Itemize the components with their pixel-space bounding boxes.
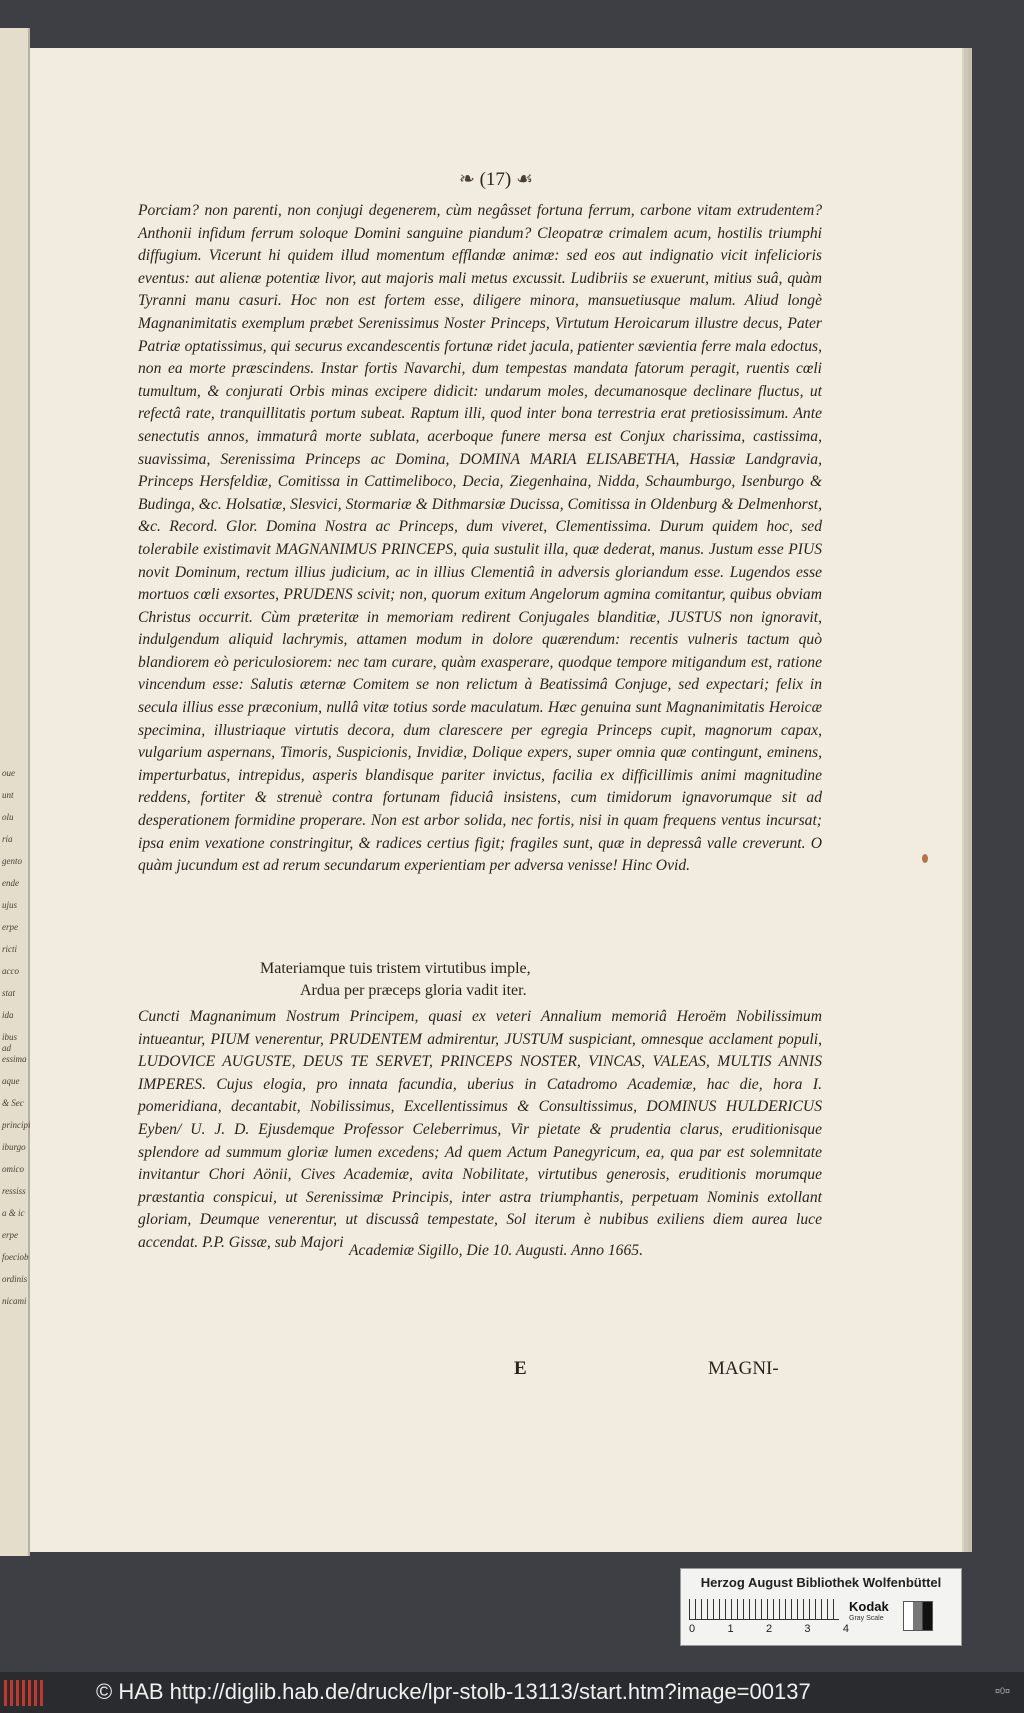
facing-page-fragment: ricti — [2, 944, 17, 954]
facing-page-fragment: erpe — [2, 922, 18, 932]
body-text-2 — [138, 1006, 822, 1255]
facing-page-fragment: essima — [2, 1054, 27, 1064]
ruler-number: 3 — [804, 1623, 811, 1635]
facing-page-edge — [0, 28, 30, 1556]
hab-logo-icon — [4, 1680, 44, 1706]
color-scale-card — [680, 1568, 962, 1646]
facing-page-fragment: ende — [2, 878, 19, 888]
facing-page-fragment: ria — [2, 834, 13, 844]
facing-page-fragment: erpe — [2, 1230, 18, 1240]
facing-page-fragment: gento — [2, 856, 22, 866]
facing-page-fragment: ordinis — [2, 1274, 28, 1284]
facing-page-fragment: & Sec — [2, 1098, 24, 1108]
facing-page-fragment: iburgo — [2, 1142, 26, 1152]
verse-line-1: Materiamque tuis tristem virtutibus imple, — [260, 960, 531, 977]
footer-copyright-link[interactable]: © HAB http://diglib.hab.de/drucke/lpr-stolb-13113/start.htm?image=00137 — [96, 1679, 811, 1704]
signature-mark: E — [514, 1358, 527, 1379]
facing-page-fragment: ujus — [2, 900, 18, 910]
catchword: MAGNI- — [708, 1358, 779, 1379]
ruler-number: 0 — [689, 1623, 696, 1635]
closing-line: Academiæ Sigillo, Die 10. Augusti. Anno 1665. — [349, 1242, 643, 1259]
gray-scale-label: Gray Scale — [849, 1615, 884, 1622]
body-paragraph: Porciam? non parenti, non conjugi degenerem, cùm negâsset fortuna ferrum, carbone vitam extrudentem? Anthonii infidum ferrum soloque Domini sanguine piandum? Cleopatræ crimalem acum, hostilis triumphi diffugium. Vicerunt hi quidem illud momentum efflandæ animæ: sed eos aut indignatio vicit infelicioris eventus: aut alienæ potentiæ livor, aut majoris mali metus excussit. Ludibriis se exuerunt, mitius suâ, quàm Tyranni manu casuri. Hoc non est fortem esse, diligere minora, mansuetiusque malum. Aliud longè Magnanimitatis exemplum præbet Serenissimus Noster Princeps, Virtutum Heroicarum illustre decus, Pater Patriæ optatissimus, qui securus excandescentis fortunæ ridet jacula, patienter sævientia ferre mala edoctus, non ea morte præscindens. Instar fortis Navarchi, dum tempestas mandata fatorum peragit, ruentis cœli tumultum, & conjurati Orbis minas excipere didicit: undarum moles, decumanosque declinare fluctus, ut refectâ rate, tranquillitatis portum subeat. Raptum illi, quod inter bona terrestria erat pretiosissimum. Ante senectutis annos, immaturâ morte sublata, acerboque funere mersa est Conjux charissima, castissima, suavissima, Serenissima Princeps ac Domina, DOMINA MARIA ELISABETHA, Hassiæ Landgravia, Princeps Hersfeldiæ, Comitissa in Cattimeliboco, Decia, Ziegenhaina, Nidda, Schaumburgo, Isenburgo & Budinga, &c. Holsatiæ, Slesvici, Stormariæ & Dithmarsiæ Ducissa, Comitissa in Oldenburg & Delmenhorst, &c. Record. Glor. Domina Nostra ac Princeps, dum viveret, Clementissima. Durum quidem hoc, sed tolerabile existimavit MAGNANIMUS PRINCEPS, quia sustulit illa, quæ dederat, manus. Justum esse PIUS novit Dominum, rectum illius judicium, ac in illius Clementiâ in adversis gloriandum esse. Lugendos esse mortuos cœli exsortes, PRUDENS scivit; non, quorum exitum Angelorum agmina comitantur, quibus obviam Christus occurrit. Cùm præteritæ in memoriam redirent Conjugales blanditiæ, JUSTUS non ignoravit, indulgendum aliquid lachrymis, attamen modum in dolore quærendum: recentis vulneris tactum quò blandiorem eò periculosiorem: nec tam curare, quàm exasperare, quodque tempore mitigandum est, ratione vincendum esse: Salutis æternæ Comitem se non relictum à Beatissimâ Conjuge, sed expectari; felix in secula illius esse præconium, nullâ vitæ totius sorde maculatum. Hæc genuina sunt Magnanimitatis Heroicæ specimina, illustriaque virtutis decora, dum clarescere per egregia Princeps cupit, magnorum capax, vulgarium aspernans, Timoris, Suspicionis, Invidiæ, Dolique expers, super omnia quæ contingunt, eminens, imperturbatus, intrepidus, asperis blandisque pariter invictus, facilia ex difficillimis animi magnitudine reddens, fortiter & strenuè contra fortunam fiduciâ insistens, cum timidorum ignavorumque sit ad desperationem formidine properare. Non est arbor solida, nec fortis, nisi in quam frequens ventus incursat; ipsa enim vexatione constringitur, & radices certius figit; fragiles sunt, quæ in depressâ valle creverunt. O quàm jucundum est ad rerum secundarum experientiam per adversa venisse! Hinc Ovid. — [138, 202, 822, 875]
footer-counter: ¤0¤ — [994, 1686, 1010, 1696]
body-text — [138, 200, 822, 878]
ruler-number: 4 — [842, 1623, 849, 1635]
ruler-number: 2 — [765, 1623, 773, 1635]
facing-page-fragment: a & ic — [2, 1208, 25, 1218]
facing-page-fragment: unt — [2, 790, 14, 800]
left-ornament-icon: ❧ — [458, 169, 480, 190]
right-ornament-icon: ☙ — [516, 169, 534, 190]
page-number: (17) — [479, 169, 512, 190]
facing-page-fragment: ressiss — [2, 1186, 26, 1196]
paper-stain — [922, 854, 928, 863]
body-paragraph-2: Cuncti Magnanimum Nostrum Principem, quasi ex veteri Annalium memoriâ Heroëm Nobilissimum intueantur, PIUM venerentur, PRUDENTEM admirentur, JUSTUM suspiciant, omnesque acclament populi, LUDOVICE AUGUSTE, DEUS TE SERVET, PRINCEPS NOSTER, VINCAS, VALEAS, MULTIS ANNIS IMPERES. Cujus elogia, pro innata facundia, uberius in Catadromo Academiæ, hac die, hora I. pomeridiana, decantabit, Nobilissimus, Excellentissimus & Consultissimus, DOMINUS HULDERICUS Eyben/ U. J. D. Ejusdemque Professor Celeberrimus, Vir pietate & prudentia clarus, eruditionisque splendore ad summum gloriæ lumen excedens; Ad quem Actum Panegyricum, ea, qua par est solemnitate invitantur Chori Aönii, Cives Academiæ, avita Nobilitate, virtutibus generosis, eruditionis morumque præstantia conspicui, ut Serenissimæ Principis, inter astra triumphantis, perpetuam Nominis extollant gloriam, Deumque venerentur, ut discussâ tempestate, Sol iterum è nubibus exiliens diem aurea luce accendat. P.P. Gissæ, sub Majori — [138, 1008, 822, 1251]
book-page — [30, 48, 962, 1552]
facing-page-fragment: ibus ad — [2, 1032, 18, 1053]
page-header — [30, 168, 962, 191]
kodak-brand: Kodak — [849, 1599, 889, 1614]
ruler-scale — [689, 1599, 839, 1620]
facing-page-fragment: omico — [2, 1164, 24, 1174]
library-name: Herzog August Bibliothek Wolfenbüttel — [700, 1575, 942, 1590]
ruler-number: 1 — [727, 1623, 734, 1635]
facing-page-fragment: foeciob — [2, 1252, 29, 1262]
footer-bar — [0, 1672, 1024, 1713]
gray-swatch-icon — [903, 1601, 933, 1631]
facing-page-fragment: acco — [2, 966, 19, 976]
facing-page-fragment: ida — [2, 1010, 14, 1020]
verse-line-2: Ardua per præceps gloria vadit iter. — [300, 982, 527, 999]
facing-page-fragment: nicami — [2, 1296, 27, 1306]
facing-page-fragment: oue — [2, 768, 15, 778]
facing-page-fragment: olu — [2, 812, 14, 822]
facing-page-fragment: stat — [2, 988, 16, 998]
facing-page-fragment: aque — [2, 1076, 20, 1086]
ruler-numbers — [689, 1623, 849, 1635]
facing-page-fragment: principi — [2, 1120, 31, 1130]
